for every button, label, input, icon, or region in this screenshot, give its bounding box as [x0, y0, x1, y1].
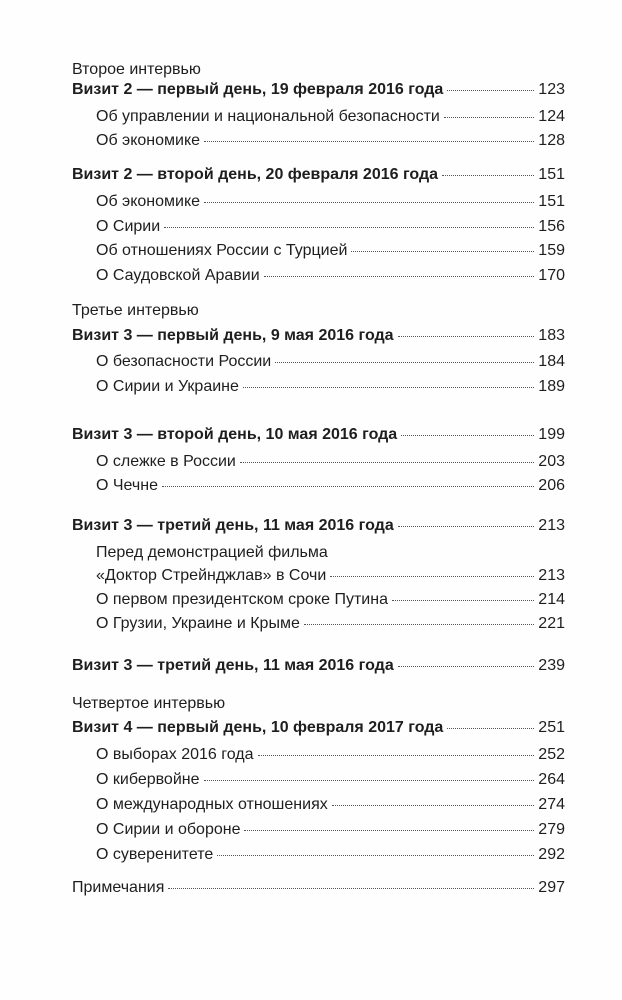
dot-leader [258, 754, 535, 756]
dot-leader [240, 461, 534, 463]
page-number: 239 [538, 657, 565, 674]
entry-title: О Чечне [96, 477, 158, 494]
toc-item-entry[interactable] [96, 107, 565, 127]
dot-leader [442, 174, 534, 176]
dot-leader [351, 250, 534, 252]
entry-title: О Сирии и Украине [96, 378, 239, 395]
page-number: 206 [538, 477, 565, 494]
page-number: 213 [538, 567, 565, 584]
dot-leader [244, 829, 534, 831]
page-number: 264 [538, 771, 565, 788]
dot-leader [392, 599, 534, 601]
dot-leader [243, 386, 534, 388]
page-number: 213 [538, 517, 565, 534]
toc-visit-entry[interactable] [72, 656, 565, 676]
dot-leader [447, 89, 534, 91]
toc-item-entry[interactable] [96, 566, 565, 586]
toc-item-entry[interactable] [96, 377, 565, 397]
page-number: 128 [538, 132, 565, 149]
toc-item-entry[interactable] [96, 745, 565, 765]
toc-item-entry[interactable] [96, 614, 565, 634]
toc-visit-entry[interactable] [72, 165, 565, 185]
entry-title: Об отношениях России с Турцией [96, 242, 348, 259]
page-number: 203 [538, 453, 565, 470]
entry-title: Об экономике [96, 193, 201, 210]
entry-title-line1: Перед демонстрацией фильма [96, 544, 328, 561]
page-number: 124 [538, 108, 565, 125]
entry-title: О Сирии [96, 218, 161, 235]
toc-visit-entry[interactable] [72, 516, 565, 536]
dot-leader [398, 335, 535, 337]
entry-title: Визит 4 — первый день, 10 февраля 2017 года [72, 719, 444, 736]
entry-title: «Доктор Стрейнджлав» в Сочи [96, 567, 327, 584]
dot-leader [398, 665, 535, 667]
toc-item-entry[interactable] [96, 795, 565, 815]
page-number: 184 [538, 353, 565, 370]
dot-leader [162, 485, 534, 487]
toc-item-entry[interactable] [96, 266, 565, 286]
section-heading: Четвертое интервью [72, 695, 226, 712]
entry-title: О первом президентском сроке Путина [96, 591, 388, 608]
dot-leader [204, 140, 534, 142]
dot-leader [168, 887, 534, 889]
toc-item-entry[interactable] [96, 590, 565, 610]
entry-title: Об управлении и национальной безопасности [96, 108, 440, 125]
page-number: 123 [538, 81, 565, 98]
entry-title: О выборах 2016 года [96, 746, 254, 763]
entry-title: О слежке в России [96, 453, 236, 470]
entry-title: О безопасности России [96, 353, 272, 370]
toc-item-entry[interactable] [96, 352, 565, 372]
entry-title: О Сирии и обороне [96, 821, 241, 838]
toc-visit-entry[interactable] [72, 425, 565, 445]
toc-item-entry[interactable] [96, 770, 565, 790]
dot-leader [217, 854, 534, 856]
toc-item-entry[interactable] [96, 131, 565, 151]
dot-leader [447, 727, 534, 729]
page-number: 297 [538, 879, 565, 896]
toc-item-entry[interactable] [96, 241, 565, 261]
toc-item-entry[interactable] [96, 820, 565, 840]
dot-leader [398, 525, 535, 527]
entry-title: Визит 2 — второй день, 20 февраля 2016 года [72, 166, 439, 183]
entry-title: Визит 3 — первый день, 9 мая 2016 года [72, 327, 394, 344]
dot-leader [264, 275, 535, 277]
page-number: 214 [538, 591, 565, 608]
entry-title: О кибервойне [96, 771, 200, 788]
entry-title: Примечания [72, 879, 165, 896]
dot-leader [304, 623, 534, 625]
entry-title: Об экономике [96, 132, 201, 149]
page-number: 274 [538, 796, 565, 813]
dot-leader [164, 226, 534, 228]
page-number: 292 [538, 846, 565, 863]
page-number: 251 [538, 719, 565, 736]
entry-title: О Грузии, Украине и Крыме [96, 615, 300, 632]
toc-visit-entry[interactable] [72, 326, 565, 346]
page-number: 170 [538, 267, 565, 284]
dot-leader [401, 434, 534, 436]
toc-item-entry[interactable] [96, 452, 565, 472]
page-number: 156 [538, 218, 565, 235]
page-number: 151 [538, 193, 565, 210]
dot-leader [204, 779, 535, 781]
toc-visit-entry[interactable] [72, 718, 565, 738]
entry-title: Визит 3 — третий день, 11 мая 2016 года [72, 657, 394, 674]
page-number: 252 [538, 746, 565, 763]
page-number: 279 [538, 821, 565, 838]
toc-item-entry[interactable] [96, 217, 565, 237]
dot-leader [332, 804, 535, 806]
dot-leader [204, 201, 534, 203]
entry-title: О суверенитете [96, 846, 214, 863]
dot-leader [330, 575, 534, 577]
toc-item-entry[interactable] [96, 845, 565, 865]
page-number: 189 [538, 378, 565, 395]
dot-leader [444, 116, 534, 118]
page-number: 199 [538, 426, 565, 443]
entry-title: Визит 2 — первый день, 19 февраля 2016 года [72, 81, 444, 98]
page-number: 151 [538, 166, 565, 183]
section-heading: Второе интервью [72, 61, 201, 78]
toc-notes-entry[interactable] [72, 878, 565, 898]
toc-item-entry[interactable] [96, 476, 565, 496]
entry-title: О Саудовской Аравии [96, 267, 260, 284]
page-number: 183 [538, 327, 565, 344]
page-number: 221 [538, 615, 565, 632]
entry-title: О международных отношениях [96, 796, 328, 813]
section-heading: Третье интервью [72, 302, 199, 319]
page-number: 159 [538, 242, 565, 259]
entry-title: Визит 3 — третий день, 11 мая 2016 года [72, 517, 394, 534]
toc-item-entry[interactable] [96, 192, 565, 212]
entry-title: Визит 3 — второй день, 10 мая 2016 года [72, 426, 398, 443]
dot-leader [275, 361, 534, 363]
toc-visit-entry[interactable] [72, 80, 565, 100]
